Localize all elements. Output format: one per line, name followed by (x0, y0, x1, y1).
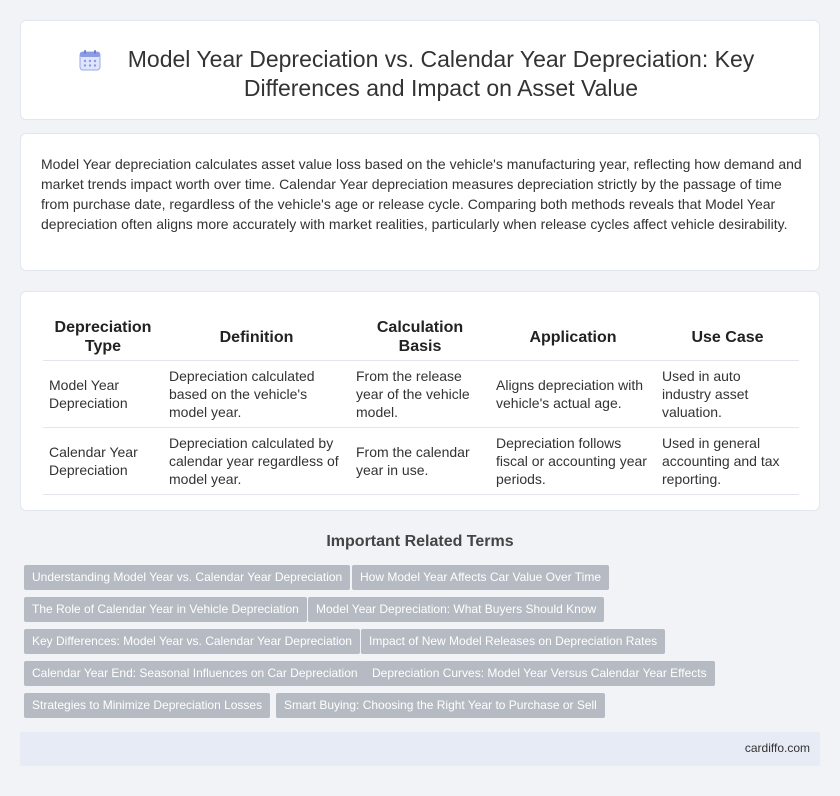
page-title: Model Year Depreciation vs. Calendar Year Depreciation: Key Differences and Impact on Asset Value (127, 46, 755, 101)
intro-paragraph: Model Year depreciation calculates asset value loss based on the vehicle's manufacturing year, reflecting how demand and market trends impact worth over time. Calendar Year depreciation measures depreciation strictly by the passage of time from purchase date, regardless of the vehicle's age or release cycle. Comparing both methods reveals that Model Year depreciation often aligns more accurately with market realities, particularly when release cycles affect vehicle desirability. (41, 156, 802, 232)
table-cell: From the calendar year in use. (350, 428, 490, 495)
related-tag[interactable]: Key Differences: Model Year vs. Calendar Year Depreciation (24, 629, 360, 654)
table-cell: Depreciation calculated based on the vehicle's model year. (163, 361, 350, 428)
intro-card (20, 133, 820, 271)
calendar-icon (79, 49, 101, 71)
related-tag[interactable]: Model Year Depreciation: What Buyers Should Know (308, 597, 604, 622)
table-cell: Aligns depreciation with vehicle's actual age. (490, 361, 656, 428)
table-cell: Depreciation calculated by calendar year regardless of model year. (163, 428, 350, 495)
related-terms-title: Important Related Terms (326, 533, 514, 550)
related-tag[interactable]: Calendar Year End: Seasonal Influences on Car Depreciation (24, 661, 366, 686)
table-row (43, 428, 799, 495)
header-use-case: Use Case (656, 314, 799, 361)
footer-brand[interactable]: cardiffo.com (744, 741, 810, 755)
table-cell: From the release year of the vehicle model. (350, 361, 490, 428)
table-cell: Calendar Year Depreciation (43, 428, 163, 495)
table-cell: Depreciation follows fiscal or accounting year periods. (490, 428, 656, 495)
related-tag[interactable]: The Role of Calendar Year in Vehicle Depreciation (24, 597, 307, 622)
comparison-table-card (20, 291, 820, 511)
table-cell: Used in general accounting and tax reporting. (656, 428, 799, 495)
related-tag[interactable]: Understanding Model Year vs. Calendar Year Depreciation (24, 565, 350, 590)
related-tag[interactable]: Impact of New Model Releases on Depreciation Rates (361, 629, 665, 654)
table-row (43, 361, 799, 428)
table-cell: Model Year Depreciation (43, 361, 163, 428)
header-application: Application (490, 314, 656, 361)
header-definition: Definition (163, 314, 350, 361)
table-header-row (43, 314, 799, 361)
table-cell: Used in auto industry asset valuation. (656, 361, 799, 428)
header-depreciation-type: Depreciation Type (43, 314, 163, 361)
related-tag[interactable]: Strategies to Minimize Depreciation Losses (24, 693, 270, 718)
comparison-table (43, 314, 799, 495)
related-tag[interactable]: Smart Buying: Choosing the Right Year to Purchase or Sell (276, 693, 605, 718)
footer (20, 732, 820, 766)
related-tag[interactable]: How Model Year Affects Car Value Over Time (352, 565, 609, 590)
related-tag[interactable]: Depreciation Curves: Model Year Versus Calendar Year Effects (364, 661, 715, 686)
header-calculation-basis: Calculation Basis (350, 314, 490, 361)
header-card (20, 20, 820, 120)
